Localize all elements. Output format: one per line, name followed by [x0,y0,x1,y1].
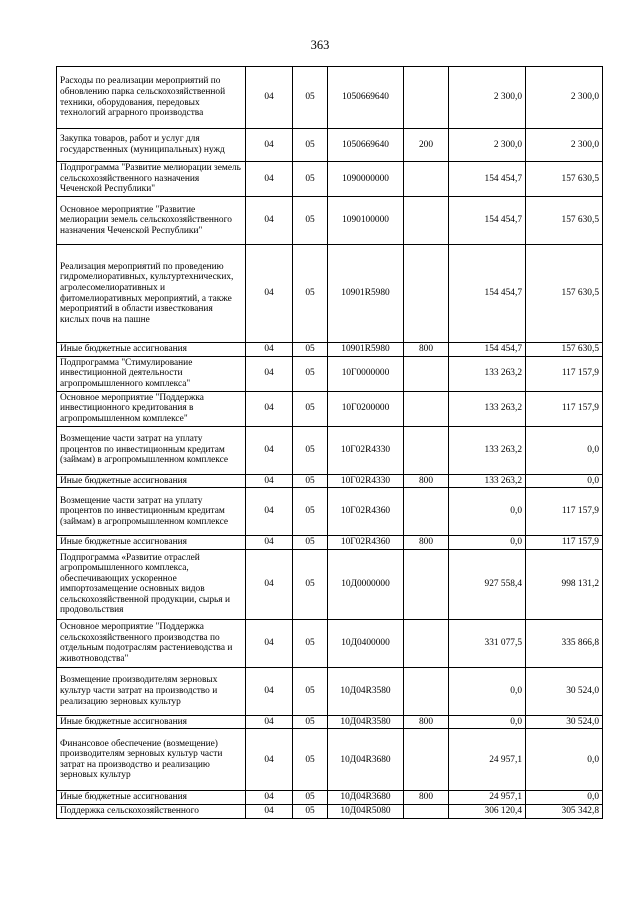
row-expense-type [404,356,449,391]
row-amount-1: 24 957,1 [449,791,526,805]
table-row [57,162,603,197]
row-subsection: 05 [293,536,328,550]
row-target-code: 1050669640 [328,67,404,129]
row-section: 04 [246,667,293,715]
row-name: Подпрограмма «Развитие отраслей агропромышленного комплекса, обеспечивающих ускоренное импортозамещение основных видов сельскохозяйственной продукции, сырья и продовольствия [57,549,246,619]
row-amount-2: 0,0 [526,474,603,488]
row-subsection: 05 [293,791,328,805]
row-subsection: 05 [293,162,328,197]
row-section: 04 [246,488,293,536]
table-row [57,791,603,805]
row-subsection: 05 [293,197,328,245]
row-target-code: 10Г02R4330 [328,426,404,474]
row-amount-2: 157 630,5 [526,162,603,197]
row-amount-1: 154 454,7 [449,343,526,357]
row-expense-type: 200 [404,129,449,162]
row-subsection: 05 [293,715,328,729]
row-subsection: 05 [293,474,328,488]
row-expense-type [404,549,449,619]
row-amount-2: 335 866,8 [526,619,603,667]
row-subsection: 05 [293,619,328,667]
row-amount-1: 2 300,0 [449,67,526,129]
row-section: 04 [246,549,293,619]
row-amount-1: 24 957,1 [449,729,526,791]
row-expense-type: 800 [404,536,449,550]
row-target-code: 10Г02R4360 [328,536,404,550]
row-section: 04 [246,391,293,426]
row-name: Финансовое обеспечение (возмещение) производителям зерновых культур части затрат на производство и реализацию зерновых культур [57,729,246,791]
row-expense-type [404,391,449,426]
table-row [57,667,603,715]
row-amount-1: 154 454,7 [449,162,526,197]
row-amount-1: 927 558,4 [449,549,526,619]
row-expense-type [404,245,449,343]
row-subsection: 05 [293,667,328,715]
row-name: Основное мероприятие "Поддержка сельскохозяйственного производства по отдельным подотраслям растениеводства и животноводства" [57,619,246,667]
row-target-code: 10Д04R5080 [328,804,404,818]
row-target-code: 1090100000 [328,197,404,245]
row-amount-2: 2 300,0 [526,67,603,129]
row-amount-1: 331 077,5 [449,619,526,667]
table-row [57,488,603,536]
row-target-code: 10Д04R3680 [328,729,404,791]
row-name: Возмещение части затрат на уплату процентов по инвестиционным кредитам (займам) в агропромышленном комплексе [57,488,246,536]
table-row [57,245,603,343]
row-amount-2: 117 157,9 [526,488,603,536]
row-amount-2: 117 157,9 [526,536,603,550]
row-subsection: 05 [293,129,328,162]
row-target-code: 1050669640 [328,129,404,162]
row-name: Подпрограмма "Стимулирование инвестиционной деятельности агропромышленного комплекса" [57,356,246,391]
row-target-code: 10Г0200000 [328,391,404,426]
page-number: 363 [310,38,330,52]
row-expense-type [404,197,449,245]
row-section: 04 [246,804,293,818]
row-expense-type: 800 [404,474,449,488]
row-expense-type: 800 [404,791,449,805]
row-expense-type [404,667,449,715]
row-expense-type [404,67,449,129]
table-row [57,343,603,357]
budget-table-body [57,67,603,819]
table-row [57,129,603,162]
row-name: Подпрограмма "Развитие мелиорации земель сельскохозяйственного назначения Чеченской Республики" [57,162,246,197]
row-amount-1: 306 120,4 [449,804,526,818]
row-amount-1: 133 263,2 [449,356,526,391]
row-section: 04 [246,729,293,791]
table-row [57,619,603,667]
row-target-code: 1090000000 [328,162,404,197]
row-amount-2: 2 300,0 [526,129,603,162]
row-section: 04 [246,343,293,357]
row-section: 04 [246,791,293,805]
row-target-code: 10Д04R3680 [328,791,404,805]
row-section: 04 [246,67,293,129]
row-subsection: 05 [293,426,328,474]
row-name: Реализация мероприятий по проведению гидромелиоративных, культуртехнических, агролесомелиоративных и фитомелиоративных мероприятий, а также мероприятий в области известкования кислых почв на пашне [57,245,246,343]
row-expense-type [404,426,449,474]
row-amount-2: 30 524,0 [526,667,603,715]
row-section: 04 [246,426,293,474]
table-row [57,197,603,245]
row-section: 04 [246,197,293,245]
row-target-code: 10Г02R4330 [328,474,404,488]
row-subsection: 05 [293,729,328,791]
row-section: 04 [246,536,293,550]
row-target-code: 10Д04R3580 [328,667,404,715]
row-name: Иные бюджетные ассигнования [57,474,246,488]
table-row [57,729,603,791]
row-name: Иные бюджетные ассигнования [57,536,246,550]
row-amount-1: 0,0 [449,715,526,729]
table-row [57,474,603,488]
table-row [57,426,603,474]
row-section: 04 [246,162,293,197]
row-name: Иные бюджетные ассигнования [57,343,246,357]
row-section: 04 [246,474,293,488]
row-name: Закупка товаров, работ и услуг для государственных (муниципальных) нужд [57,129,246,162]
row-target-code: 10Д0400000 [328,619,404,667]
table-row [57,715,603,729]
row-target-code: 10Д0000000 [328,549,404,619]
table-row [57,356,603,391]
row-target-code: 10901R5980 [328,245,404,343]
row-subsection: 05 [293,343,328,357]
row-amount-2: 157 630,5 [526,197,603,245]
row-subsection: 05 [293,488,328,536]
table-row [57,67,603,129]
row-amount-2: 998 131,2 [526,549,603,619]
row-name: Поддержка сельскохозяйственного [57,804,246,818]
row-amount-2: 157 630,5 [526,343,603,357]
row-expense-type [404,619,449,667]
row-expense-type: 800 [404,343,449,357]
row-expense-type [404,729,449,791]
row-amount-1: 2 300,0 [449,129,526,162]
row-amount-1: 0,0 [449,488,526,536]
table-row [57,804,603,818]
row-target-code: 10Г0000000 [328,356,404,391]
row-name: Иные бюджетные ассигнования [57,791,246,805]
row-expense-type [404,804,449,818]
row-section: 04 [246,356,293,391]
row-name: Расходы по реализации мероприятий по обновлению парка сельскохозяйственной техники, оборудования, передовых технологий аграрного производства [57,67,246,129]
row-target-code: 10Д04R3580 [328,715,404,729]
row-expense-type: 800 [404,715,449,729]
row-amount-1: 154 454,7 [449,197,526,245]
row-amount-2: 305 342,8 [526,804,603,818]
row-amount-2: 30 524,0 [526,715,603,729]
row-name: Основное мероприятие "Поддержка инвестиционного кредитования в агропромышленном комплексе" [57,391,246,426]
table-row [57,549,603,619]
row-target-code: 10Г02R4360 [328,488,404,536]
row-section: 04 [246,619,293,667]
row-subsection: 05 [293,391,328,426]
row-name: Иные бюджетные ассигнования [57,715,246,729]
row-target-code: 10901R5980 [328,343,404,357]
row-amount-1: 133 263,2 [449,426,526,474]
table-row [57,536,603,550]
row-amount-1: 0,0 [449,667,526,715]
row-subsection: 05 [293,356,328,391]
table-row [57,391,603,426]
row-subsection: 05 [293,67,328,129]
row-amount-2: 0,0 [526,729,603,791]
row-name: Возмещение части затрат на уплату процентов по инвестиционным кредитам (займам) в агропромышленном комплексе [57,426,246,474]
row-amount-2: 157 630,5 [526,245,603,343]
row-subsection: 05 [293,804,328,818]
row-amount-1: 154 454,7 [449,245,526,343]
row-expense-type [404,162,449,197]
row-expense-type [404,488,449,536]
budget-table [56,66,603,819]
row-amount-1: 0,0 [449,536,526,550]
row-name: Основное мероприятие "Развитие мелиорации земель сельскохозяйственного назначения Чеченской Республики" [57,197,246,245]
row-amount-2: 117 157,9 [526,356,603,391]
row-amount-1: 133 263,2 [449,391,526,426]
row-subsection: 05 [293,245,328,343]
row-name: Возмещение производителям зерновых культур части затрат на производство и реализацию зерновых культур [57,667,246,715]
row-amount-1: 133 263,2 [449,474,526,488]
row-subsection: 05 [293,549,328,619]
row-amount-2: 117 157,9 [526,391,603,426]
row-amount-2: 0,0 [526,791,603,805]
row-section: 04 [246,129,293,162]
row-section: 04 [246,715,293,729]
row-section: 04 [246,245,293,343]
row-amount-2: 0,0 [526,426,603,474]
